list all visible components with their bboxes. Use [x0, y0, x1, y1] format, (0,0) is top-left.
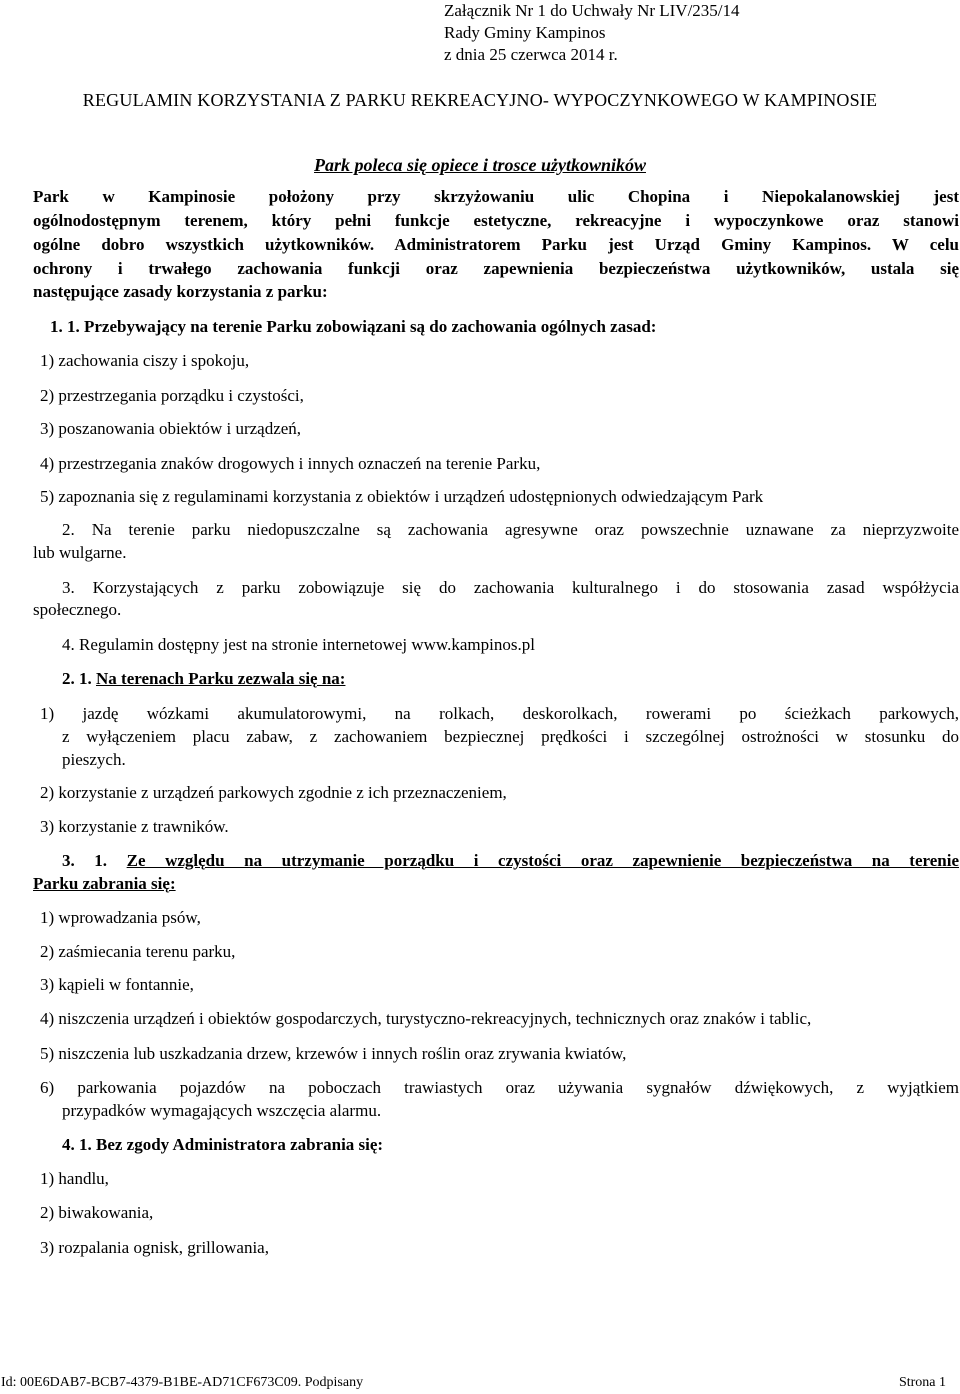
document-subtitle: [0, 154, 960, 176]
section-1-point-2-line-2: lub wulgarne.: [33, 543, 127, 562]
section-4-heading: 4. 1. Bez zgody Administratora zabrania się:: [62, 1135, 384, 1154]
header-line-attachment: Załącznik Nr 1 do Uchwały Nr LIV/235/14: [444, 1, 740, 20]
resolution-header: [444, 0, 740, 66]
section-3-item-3: 3) kąpieli w fontannie,: [40, 975, 194, 994]
section-2-item-3: 3) korzystanie z trawników.: [40, 817, 229, 836]
intro-line-2: ogólnodostępnym terenem, który pełni funkcje estetyczne, rekreacyjne i wypoczynkowe oraz stanowi: [33, 211, 959, 230]
section-3-heading-line-2: Parku zabrania się:: [33, 874, 176, 893]
section-4-item-2: 2) biwakowania,: [40, 1203, 154, 1222]
section-3-heading-text: Ze względu na utrzymanie porządku i czystości oraz zapewnienie bezpieczeństwa na terenie: [126, 851, 960, 870]
intro-line-4: ochrony i trwałego zachowania funkcji oraz zapewnienia bezpieczeństwa użytkowników, ustala się: [33, 259, 959, 278]
section-1-point-2-line-1: 2. Na terenie parku niedopuszczalne są zachowania agresywne oraz powszechnie uznawane za nieprzyzwoite: [62, 520, 959, 539]
section-1-point-3-line-1: 3. Korzystających z parku zobowiązuje się do zachowania kulturalnego i do stosowania zasad współżycia: [62, 578, 959, 597]
section-3-item-5: 5) niszczenia lub uszkadzania drzew, krzewów i innych roślin oraz zrywania kwiatów,: [40, 1044, 627, 1063]
intro-line-3: ogólne dobro wszystkich użytkowników. Administratorem Parku jest Urząd Gminy Kampinos. W celu: [33, 235, 959, 254]
section-1-point-3-line-2: społecznego.: [33, 600, 122, 619]
intro-line-5: następujące zasady korzystania z parku:: [33, 282, 328, 301]
document-id-footer: Id: 00E6DAB7-BCB7-4379-B1BE-AD71CF673C09. Podpisany: [1, 1375, 364, 1390]
header-line-date: z dnia 25 czerwca 2014 r.: [444, 45, 618, 64]
section-2-item-1-line-2: z wyłączeniem placu zabaw, z zachowaniem bezpiecznej prędkości i szczególnej ostrożności w stosunku do: [62, 727, 959, 746]
subtitle-text: Park poleca się opiece i trosce użytkowników: [314, 155, 646, 175]
section-3-item-2: 2) zaśmiecania terenu parku,: [40, 942, 236, 961]
section-1-heading: 1. 1. Przebywający na terenie Parku zobowiązani są do zachowania ogólnych zasad:: [50, 317, 657, 336]
section-2-heading-text: Na terenach Parku zezwala się na:: [96, 669, 346, 688]
intro-line-1: Park w Kampinosie położony przy skrzyżowaniu ulic Chopina i Niepokalanowskiej jest: [33, 187, 959, 206]
section-1-item-2: 2) przestrzegania porządku i czystości,: [40, 386, 304, 405]
section-3-item-4: 4) niszczenia urządzeń i obiektów gospodarczych, turystyczno-rekreacyjnych, technicznych oraz znaków i tablic,: [40, 1009, 812, 1028]
header-line-council: Rady Gminy Kampinos: [444, 23, 606, 42]
section-2-heading-number: 2. 1.: [62, 669, 92, 688]
section-1-item-3: 3) poszanowania obiektów i urządzeń,: [40, 419, 302, 438]
section-2-heading: [62, 668, 345, 690]
document-title: REGULAMIN KORZYSTANIA Z PARKU REKREACYJNO- WYPOCZYNKOWEGO W KAMPINOSIE: [82, 90, 878, 110]
section-3-heading-line-1: [62, 850, 959, 872]
section-1-item-5: 5) zapoznania się z regulaminami korzystania z obiektów i urządzeń udostępnionych odwiedzającym Park: [40, 487, 764, 506]
section-3-heading-number: 3. 1.: [62, 851, 108, 870]
section-1-point-4: 4. Regulamin dostępny jest na stronie internetowej www.kampinos.pl: [62, 635, 535, 654]
section-3-item-6-line-2: przypadków wymagających wszczęcia alarmu.: [62, 1101, 382, 1120]
page-number: Strona 1: [898, 1375, 946, 1390]
section-2-item-1-line-3: pieszych.: [62, 750, 126, 769]
section-4-item-1: 1) handlu,: [40, 1169, 109, 1188]
section-4-item-3: 3) rozpalania ognisk, grillowania,: [40, 1238, 269, 1257]
section-3-item-6-line-1: 6) parkowania pojazdów na poboczach trawiastych oraz używania sygnałów dźwiękowych, z wyjątkiem: [40, 1078, 959, 1097]
section-2-item-2: 2) korzystanie z urządzeń parkowych zgodnie z ich przeznaczeniem,: [40, 783, 507, 802]
section-1-item-4: 4) przestrzegania znaków drogowych i innych oznaczeń na terenie Parku,: [40, 454, 541, 473]
section-3-item-1: 1) wprowadzania psów,: [40, 908, 201, 927]
section-1-item-1: 1) zachowania ciszy i spokoju,: [40, 351, 250, 370]
section-2-item-1-line-1: 1) jazdę wózkami akumulatorowymi, na rolkach, deskorolkach, rowerami po ścieżkach parkowych,: [40, 704, 959, 723]
